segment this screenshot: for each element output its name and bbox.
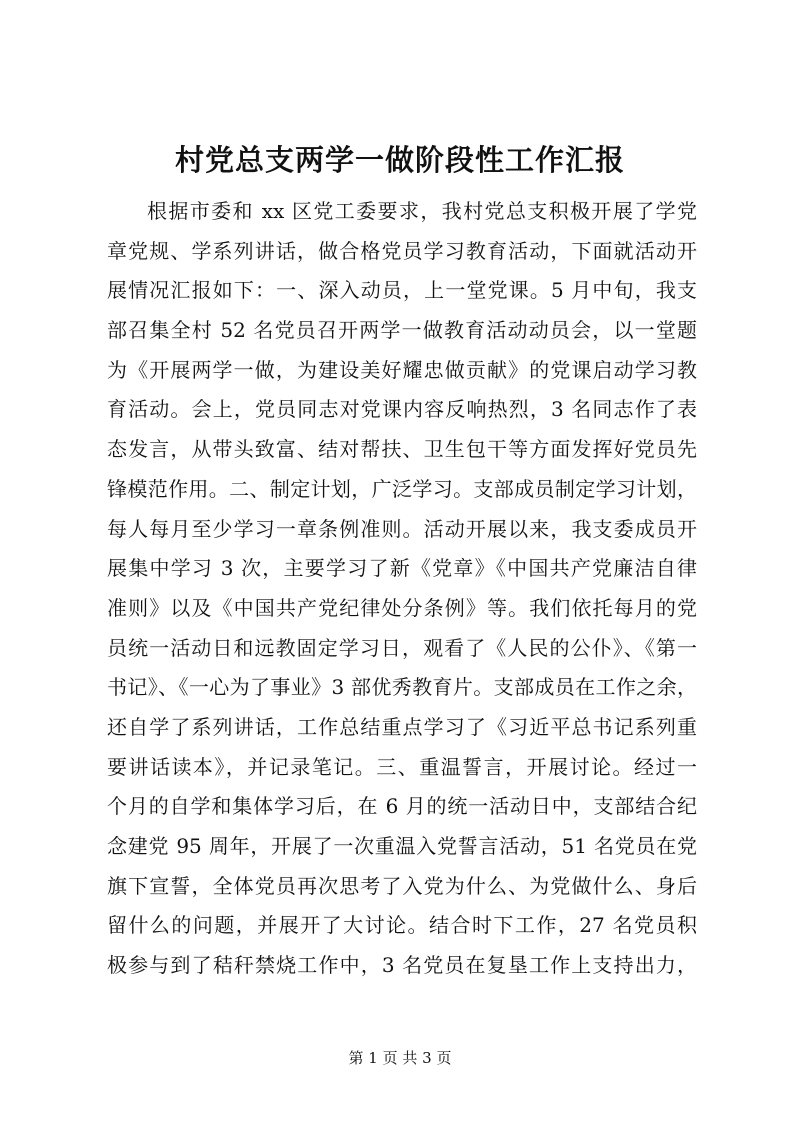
body-line: 章党规、学系列讲话，做合格党员学习教育活动，下面就活动开 [107,238,697,263]
body-line: 展集中学习 3 次，主要学习了新《党章》《中国共产党廉洁自律 [107,556,697,581]
body-line: 要讲话读本》，并记录笔记。三、重温誓言，开展讨论。经过一 [107,754,697,779]
body-line: 锋模范作用。二、制定计划，广泛学习。支部成员制定学习计划， [107,476,697,501]
body-line: 部召集全村 52 名党员召开两学一做教育活动动员会，以一堂题 [107,318,697,343]
page-footer: 第 1 页 共 3 页 [348,1049,452,1067]
body-line: 展情况汇报如下：一、深入动员，上一堂党课。5 月中旬，我支 [107,278,697,303]
body-line: 员统一活动日和远教固定学习日，观看了《人民的公仆》、《第一 [107,635,697,660]
body-line: 念建党 95 周年，开展了一次重温入党誓言活动，51 名党员在党 [107,834,697,858]
body-line: 书记》、《一心为了事业》3 部优秀教育片。支部成员在工作之余， [107,675,697,700]
body-line: 极参与到了秸秆禁烧工作中，3 名党员在复垦工作上支持出力， [107,953,697,978]
body-line: 根据市委和 xx 区党工委要求，我村党总支积极开展了学党 [147,199,697,223]
body-line: 准则》以及《中国共产党纪律处分条例》等。我们依托每月的党 [107,595,697,620]
document-body [107,192,697,986]
body-line: 旗下宣誓，全体党员再次思考了入党为什么、为党做什么、身后 [107,873,697,898]
body-line: 还自学了系列讲话，工作总结重点学习了《习近平总书记系列重 [107,714,697,739]
body-line: 为《开展两学一做，为建设美好耀忠做贡献》的党课启动学习教 [107,357,697,382]
document-title: 村党总支两学一做阶段性工作汇报 [174,143,625,177]
body-line: 每人每月至少学习一章条例准则。活动开展以来，我支委成员开 [107,516,697,541]
body-line: 个月的自学和集体学习后，在 6 月的统一活动日中，支部结合纪 [107,794,697,819]
body-line: 态发言，从带头致富、结对帮扶、卫生包干等方面发挥好党员先 [107,437,697,462]
body-line: 留什么的问题，并展开了大讨论。结合时下工作，27 名党员积 [107,913,697,938]
body-line: 育活动。会上，党员同志对党课内容反响热烈，3 名同志作了表 [107,397,697,422]
